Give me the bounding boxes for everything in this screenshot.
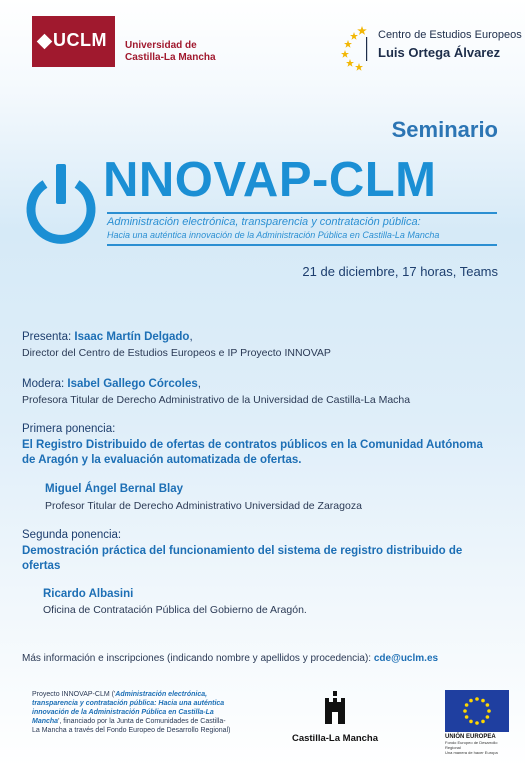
eu-fund-label: Fondo Europeo de Desarrollo Regional (445, 740, 498, 750)
title-rule-bottom (107, 244, 497, 246)
talk1-speaker-role: Profesor Titular de Derecho Administrativo Universidad de Zaragoza (45, 500, 362, 512)
cee-name-line2: Luis Ortega Álvarez (378, 45, 501, 60)
contact-email-link[interactable]: cde@uclm.es (373, 653, 439, 664)
eu-logo (445, 690, 510, 755)
presenter-name: Isaac Martín Delgado (74, 331, 190, 343)
eu-label: UNIÓN EUROPEA (445, 734, 496, 740)
eu-stars-icon (340, 25, 370, 71)
moderator-line: Modera: Isabel Gallego Córcoles, (22, 378, 201, 390)
event-title: NNOVAP-CLM (103, 153, 437, 207)
castle-icon (323, 690, 347, 726)
talk2-speaker: Ricardo Albasini (43, 588, 134, 600)
power-icon (23, 162, 99, 244)
presenter-role: Director del Centro de Estudios Europeos e IP Proyecto INNOVAP (22, 347, 331, 359)
talk2-title: Demostración práctica del funcionamiento del sistema de registro distribuido de ofertas (22, 545, 463, 572)
registration-info: Más información e inscripciones (indicando nombre y apellidos y procedencia): cde@uclm.es (22, 653, 439, 664)
event-type: Seminario (391, 117, 498, 142)
eu-flag-icon (445, 690, 509, 732)
eu-motto: Una manera de hacer Europa (445, 750, 498, 755)
talk1-title: El Registro Distribuido de ofertas de contratos públicos en la Comunidad Autónoma de Aragón y la evaluación automatizada de ofertas. (22, 439, 483, 466)
event-subtitle: Administración electrónica, transparencia y contratación pública: (107, 216, 421, 228)
cee-logo (340, 25, 522, 71)
funding-note: Proyecto INNOVAP-CLM ('Administración electrónica, transparencia y contratación pública: Hacia una auténtica innovación de la Administración Pública en Castilla-La Mancha', financiado por la Junta de Comunidades de Castilla-La Mancha a través del Fondo Europeo de Desarrollo Regional) (32, 691, 231, 734)
moderator-role: Profesora Titular de Derecho Administrativo de la Universidad de Castilla-La Macha (22, 394, 411, 406)
uclm-diamond-icon (37, 34, 53, 50)
talk1-speaker: Miguel Ángel Bernal Blay (45, 483, 184, 495)
talk1-label: Primera ponencia: (22, 423, 116, 435)
title-rule-top (107, 212, 497, 214)
uclm-logo-text: UCLM (53, 30, 107, 50)
event-subtitle-2: Hacia una auténtica innovación de la Administración Pública en Castilla-La Mancha (107, 230, 440, 240)
uclm-logo (32, 16, 115, 67)
cee-name-line1: Centro de Estudios Europeos (378, 29, 522, 41)
presenter-line: Presenta: Isaac Martín Delgado, (22, 331, 193, 343)
talk2-label: Segunda ponencia: (22, 529, 122, 541)
talk2-speaker-role: Oficina de Contratación Pública del Gobierno de Aragón. (43, 604, 307, 616)
moderator-name: Isabel Gallego Córcoles (67, 378, 198, 390)
castilla-la-mancha-logo (290, 690, 380, 744)
event-date: 21 de diciembre, 17 horas, Teams (302, 264, 498, 279)
university-name: Universidad de Castilla-La Mancha (125, 40, 216, 63)
clm-label: Castilla-La Mancha (291, 733, 379, 744)
